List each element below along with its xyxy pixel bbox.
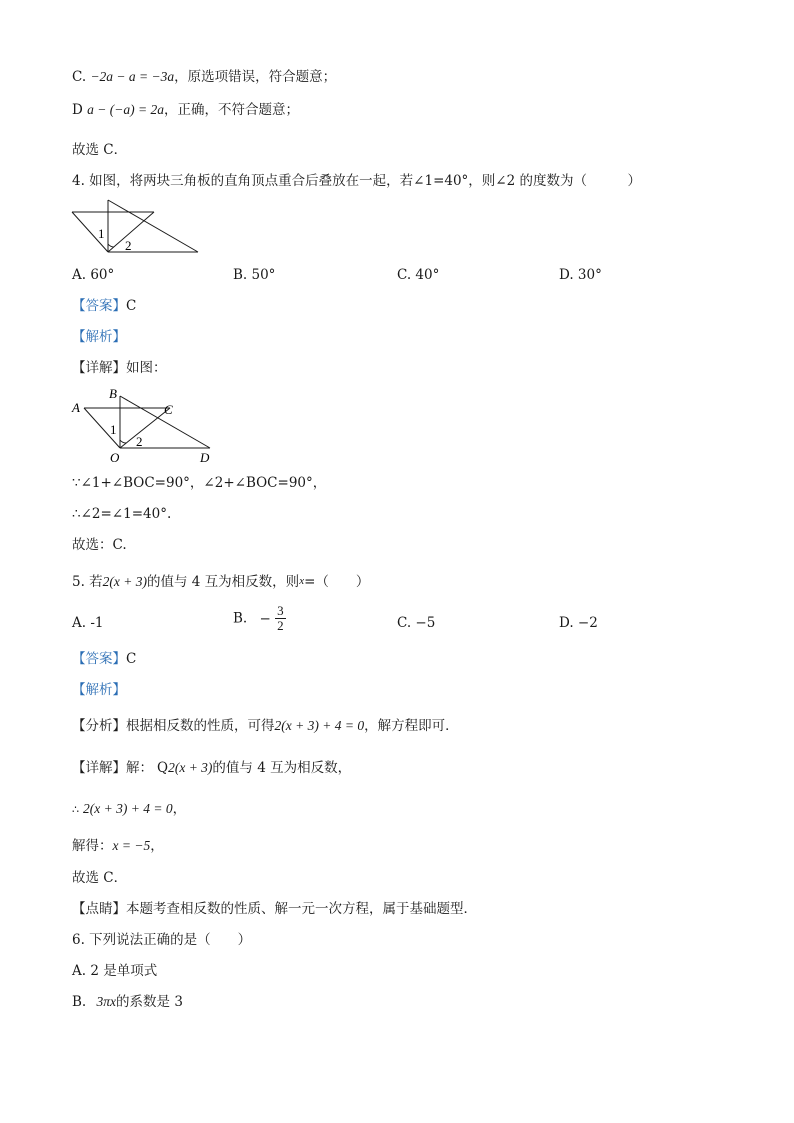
option-c-text: ，原选项错误，符合题意； xyxy=(174,69,337,85)
q5-option-c: C. −5 xyxy=(397,615,436,631)
q4-step-2: ∴∠2=∠1=40°. xyxy=(72,506,172,522)
q4-stem: 4. 如图，将两块三角板的直角顶点重合后叠放在一起，若∠1=40°，则∠2 的度数为（ ） xyxy=(72,173,642,189)
q6-stem: 6. 下列说法正确的是（ ） xyxy=(72,932,252,948)
q5-answer: 【答案】C xyxy=(72,651,137,667)
point-b-label: B xyxy=(109,386,117,401)
angle-2-label: 2 xyxy=(125,238,132,253)
q5-comment: 【点睛】本题考查相反数的性质、解一元一次方程，属于基础题型． xyxy=(72,901,477,917)
q5-option-d: D. −2 xyxy=(559,615,598,631)
q3-conclusion: 故选 C． xyxy=(72,142,128,158)
q4-option-a: A. 60° xyxy=(72,267,115,283)
q5-detail: 【详解】解： Q2(x + 3)的值与 4 互为相反数， xyxy=(72,760,352,776)
point-o-label: O xyxy=(110,450,120,465)
q5-analysis-tag: 【解析】 xyxy=(72,682,126,698)
q5-solve: 解得：x = −5， xyxy=(72,838,164,854)
q4-step-1: ∵∠1+∠BOC=90°，∠2+∠BOC=90°， xyxy=(72,475,327,491)
q4-figure xyxy=(70,198,202,256)
angle-1-label: 1 xyxy=(110,422,117,437)
q4-option-d: D. 30° xyxy=(559,267,602,283)
option-c-math: −2a − a = −3a xyxy=(90,69,175,84)
q4-detail: 【详解】如图： xyxy=(72,360,167,376)
angle-2-label: 2 xyxy=(136,434,143,449)
q4-conclusion: 故选：C. xyxy=(72,537,127,553)
point-c-label: C xyxy=(164,402,173,417)
q5-therefore: ∴ 2(x + 3) + 4 = 0， xyxy=(72,801,187,817)
q5-conclusion: 故选 C． xyxy=(72,870,128,886)
q4-option-b: B. 50° xyxy=(233,267,276,283)
angle-1-label: 1 xyxy=(98,226,105,241)
option-d-line: D a − (−a) = 2a，正确，不符合题意； xyxy=(72,102,299,118)
q4-option-c: C. 40° xyxy=(397,267,440,283)
point-a-label: A xyxy=(72,400,80,415)
option-c-line: C. −2a − a = −3a，原选项错误，符合题意； xyxy=(72,69,337,85)
q6-option-a: A. 2 是单项式 xyxy=(72,963,158,979)
q4-answer: 【答案】C xyxy=(72,298,137,314)
q5-fenxi: 【分析】根据相反数的性质，可得2(x + 3) + 4 = 0，解方程即可． xyxy=(72,718,459,734)
answer-tag: 【答案】 xyxy=(72,298,126,314)
q5-stem: 5. 若2(x + 3)的值与 4 互为相反数，则x=（ ） xyxy=(72,574,370,590)
q4-solution-figure xyxy=(70,386,220,466)
point-d-label: D xyxy=(200,450,210,465)
option-d-text: ，正确，不符合题意； xyxy=(163,102,299,118)
q4-analysis-tag: 【解析】 xyxy=(72,329,126,345)
option-d-math: a − (−a) = 2a xyxy=(87,102,164,117)
q5-option-a: A. -1 xyxy=(72,615,104,631)
fraction: $\frac{3}{2}$ xyxy=(277,603,284,633)
q5-option-b: B. − $\frac{3}{2}$ xyxy=(233,603,284,633)
q6-option-b: B. 3πx的系数是 3 xyxy=(72,994,183,1010)
